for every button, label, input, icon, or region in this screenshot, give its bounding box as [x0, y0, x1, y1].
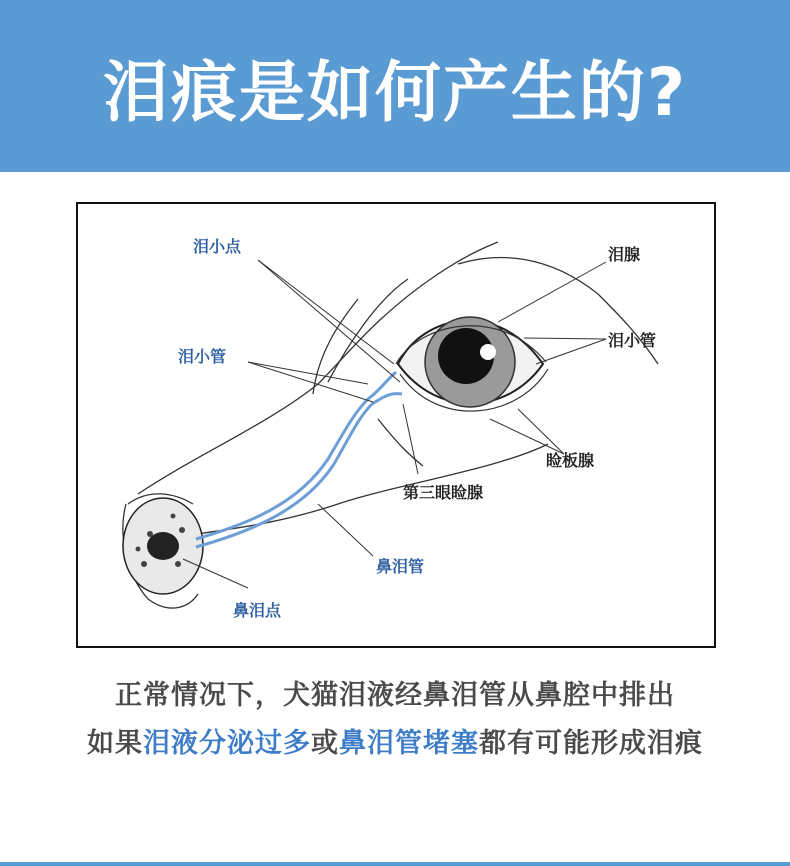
label-third-eyelid-gland: 第三眼睑腺: [403, 483, 484, 502]
anatomy-diagram: [76, 202, 716, 648]
caption-highlight-duct-blockage: 鼻泪管堵塞: [339, 728, 479, 759]
nose: [123, 498, 203, 594]
label-lacrimal-gland: 泪腺: [608, 245, 641, 264]
dog-eye-illustration: [78, 204, 714, 646]
leader-lines: [183, 260, 606, 588]
header-banner: [0, 0, 790, 172]
page-title: 泪痕是如何产生的?: [102, 53, 688, 131]
caption-prefix: 如果: [87, 728, 143, 759]
label-lacrimal-puncta: 泪小点: [193, 237, 242, 256]
bottom-bar: [0, 862, 790, 866]
eye: [396, 317, 548, 411]
label-tarsal-gland: 睑板腺: [546, 451, 595, 470]
caption-line-1: 正常情况下，犬猫泪液经鼻泪管从鼻腔中排出: [115, 680, 675, 711]
caption-highlight-excess-tears: 泪液分泌过多: [143, 728, 311, 759]
label-canaliculi-left: 泪小管: [178, 347, 227, 366]
label-nasolacrimal-duct: 鼻泪管: [376, 557, 425, 576]
caption-suffix: 都有可能形成泪痕: [479, 728, 703, 759]
label-nasal-punctum: 鼻泪点: [233, 601, 282, 620]
caption-line-2: [0, 721, 790, 760]
caption-mid: 或: [311, 728, 339, 759]
label-canaliculi-right: 泪小管: [608, 331, 657, 350]
